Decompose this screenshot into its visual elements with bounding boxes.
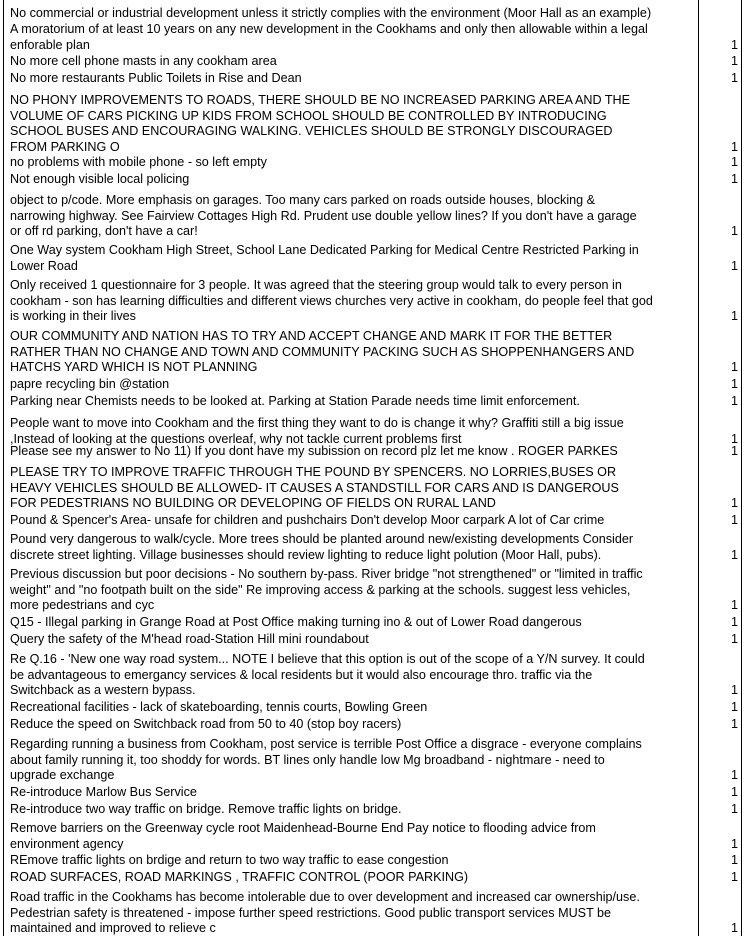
comment-text-line: Pound & Spencer's Area- unsafe for children and pushchairs Don't develop Moor carpark A lot of Car crime xyxy=(10,513,605,527)
comment-count: 1 xyxy=(730,683,738,698)
comment-text-line: FOR PEDESTRIANS NO BUILDING OR DEVELOPING OF FIELDS ON RURAL LAND xyxy=(10,496,496,511)
comment-row xyxy=(0,567,747,614)
comment-row xyxy=(0,394,747,410)
comment-count: 1 xyxy=(730,836,738,851)
comment-text-line: Not enough visible local policing xyxy=(10,172,190,186)
comment-text-line: maintained and improved to relieve c xyxy=(10,921,216,936)
comment-count: 1 xyxy=(730,513,738,527)
comment-text-line: object to p/code. More emphasis on garages. Too many cars parked on roads outside houses, blocking & xyxy=(10,193,596,207)
comment-count: 1 xyxy=(730,853,738,867)
comment-text-line: Re-introduce Marlow Bus Service xyxy=(10,785,197,799)
comment-row xyxy=(0,821,747,852)
comment-count: 1 xyxy=(730,496,738,511)
comment-count: 1 xyxy=(730,802,738,816)
comment-text-line: Pound very dangerous to walk/cycle. More trees should be planted around new/existing developments Consider xyxy=(10,532,634,546)
comment-text-line: Road traffic in the Cookhams has become intolerable due to over development and increased car ownership/use. xyxy=(10,890,640,904)
comment-count: 1 xyxy=(730,224,738,239)
comment-text-line: Re Q.16 - 'New one way road system... NOTE I believe that this option is out of the scope of a Y/N survey. It could xyxy=(10,652,645,666)
comment-count: 1 xyxy=(730,172,738,186)
comment-row xyxy=(0,243,747,274)
comment-text-line: or off rd parking, don't have a car! xyxy=(10,224,198,239)
comment-count: 1 xyxy=(730,71,738,85)
comment-row xyxy=(0,416,747,447)
comment-text-line: Re-introduce two way traffic on bridge. Remove traffic lights on bridge. xyxy=(10,802,402,816)
comment-count: 1 xyxy=(730,444,738,458)
comment-text-line: PLEASE TRY TO IMPROVE TRAFFIC THROUGH THE POUND BY SPENCERS. NO LORRIES,BUSES OR xyxy=(10,465,617,479)
comment-count: 1 xyxy=(730,309,738,324)
comment-row xyxy=(0,377,747,393)
comment-text-line: OUR COMMUNITY AND NATION HAS TO TRY AND ACCEPT CHANGE AND MARK IT FOR THE BETTER xyxy=(10,329,613,343)
comment-row xyxy=(0,513,747,529)
comment-text-line: no problems with mobile phone - so left empty xyxy=(10,155,267,169)
comment-text-line: Parking near Chemists needs to be looked at. Parking at Station Parade needs time limit enforcement. xyxy=(10,394,580,408)
comment-count: 1 xyxy=(730,768,738,783)
comment-text-line: discrete street lighting. Village businesses should review lighting to reduce light polution (Moor Hall, pubs). xyxy=(10,547,602,562)
comment-text-line: People want to move into Cookham and the first thing they want to do is change it why? Graffiti still a big issue xyxy=(10,416,624,430)
comment-text-line: papre recycling bin @station xyxy=(10,377,170,391)
comment-text-line: NO PHONY IMPROVEMENTS TO ROADS, THERE SHOULD BE NO INCREASED PARKING AREA AND THE xyxy=(10,93,631,107)
comment-count: 1 xyxy=(730,921,738,936)
comment-count: 1 xyxy=(730,598,738,613)
comment-row xyxy=(0,853,747,869)
comment-text-line: environment agency xyxy=(10,836,124,851)
comment-text-line: narrowing highway. See Fairview Cottages High Rd. Prudent use double yellow lines? If you don't have a garage xyxy=(10,208,637,223)
comment-count: 1 xyxy=(730,54,738,68)
comment-count: 1 xyxy=(730,431,738,446)
comment-text-line: weight" and "no footpath built on the side" Re improving access & parking at the schools. suggest less vehicles, xyxy=(10,582,631,597)
comment-text-line: No more cell phone masts in any cookham area xyxy=(10,54,277,68)
comment-row xyxy=(0,172,747,188)
comment-row xyxy=(0,700,747,716)
comment-text-line: Lower Road xyxy=(10,258,78,273)
comment-count: 1 xyxy=(730,258,738,273)
comment-text-line: Recreational facilities - lack of skateboarding, tennis courts, Bowling Green xyxy=(10,700,428,714)
comment-row xyxy=(0,532,747,563)
comment-row xyxy=(0,785,747,801)
comment-count: 1 xyxy=(730,632,738,646)
comment-row xyxy=(0,890,747,937)
comment-text-line: HATCHS YARD WHICH IS NOT PLANNING xyxy=(10,360,258,375)
comment-count: 1 xyxy=(730,155,738,169)
comment-text-line: more pedestrians and cyc xyxy=(10,598,155,613)
comment-row xyxy=(0,870,747,886)
comment-text-line: Previous discussion but poor decisions - No southern by-pass. River bridge "not strengthened" or "limited in traffic xyxy=(10,567,643,581)
comment-text-line: Q15 - Illegal parking in Grange Road at Post Office making turning ino & out of Lower Road dangerous xyxy=(10,615,582,629)
comment-text-line: cookham - son has learning difficulties and different views churches very active in cookham, do people feel that god xyxy=(10,293,653,308)
comment-text-line: A moratorium of at least 10 years on any new development in the Cookhams and only then allowable within a legal xyxy=(10,22,648,36)
comment-count: 1 xyxy=(730,394,738,408)
comment-text-line: is working in their lives xyxy=(10,309,136,324)
comment-count: 1 xyxy=(730,870,738,884)
comment-row xyxy=(0,329,747,376)
comment-count: 1 xyxy=(730,700,738,714)
comment-text-line: HEAVY VEHICLES SHOULD BE ALLOWED- IT CAUSES A STANDSTILL FOR CARS AND IS DANGEROUS xyxy=(10,480,619,495)
comment-text-line: ,Instead of looking at the questions overleaf, why not tackle current problems first xyxy=(10,431,462,446)
comment-row xyxy=(0,717,747,733)
comment-row xyxy=(0,6,747,22)
comment-text-line: be advantageous to emergancy services & local residents but it would also encourage thro. traffic via the xyxy=(10,667,593,682)
comment-text-line: No more restaurants Public Toilets in Rise and Dean xyxy=(10,71,302,85)
comment-row xyxy=(0,54,747,70)
comment-row xyxy=(0,465,747,512)
comment-row xyxy=(0,802,747,818)
comment-count: 1 xyxy=(730,615,738,629)
comment-count: 1 xyxy=(730,547,738,562)
comment-count: 1 xyxy=(730,139,738,154)
comment-text-line: RATHER THAN NO CHANGE AND TOWN AND COMMUNITY PACKING SUCH AS SHOPPENHANGERS AND xyxy=(10,344,635,359)
comment-text-line: Remove barriers on the Greenway cycle root Maidenhead-Bourne End Pay notice to flooding advice from xyxy=(10,821,596,835)
comment-text-line: about family running it, too shoddy for words. BT lines only handle low Mg broadband - nightmare - need to xyxy=(10,752,605,767)
comment-text-line: ROAD SURFACES, ROAD MARKINGS , TRAFFIC CONTROL (POOR PARKING) xyxy=(10,870,469,884)
comment-text-line: REmove traffic lights on brdige and return to two way traffic to ease congestion xyxy=(10,853,449,867)
comment-text-line: Switchback as a western bypass. xyxy=(10,683,196,698)
comment-text-line: One Way system Cookham High Street, School Lane Dedicated Parking for Medical Centre Restricted Parking in xyxy=(10,243,639,257)
comment-row xyxy=(0,93,747,155)
comment-row xyxy=(0,71,747,87)
comment-row xyxy=(0,193,747,240)
comment-text-line: upgrade exchange xyxy=(10,768,115,783)
comment-text-line: FROM PARKING O xyxy=(10,139,120,154)
comment-text-line: Pedestrian safety is threatened - impose further speed restrictions. Good public transport services MUST be xyxy=(10,905,612,920)
comment-row xyxy=(0,615,747,631)
comment-row xyxy=(0,737,747,784)
comment-text-line: SCHOOL BUSES AND ENCOURAGING WALKING. VEHICLES SHOULD BE STRONGLY DISCOURAGED xyxy=(10,124,613,139)
comment-text-line: Please see my answer to No 11) If you dont have my subission on record plz let me know . ROGER PARKES xyxy=(10,444,618,458)
comment-count: 1 xyxy=(730,360,738,375)
comment-text-line: Only received 1 questionnaire for 3 people. It was agreed that the steering group would talk to every person in xyxy=(10,278,622,292)
comment-count: 1 xyxy=(730,785,738,799)
comment-count: 1 xyxy=(730,37,738,52)
comment-row xyxy=(0,278,747,325)
comment-text-line: enforable plan xyxy=(10,37,90,52)
comment-text-line: No commercial or industrial development unless it strictly complies with the environment (Moor Hall as an example) xyxy=(10,6,652,20)
comment-text-line: Reduce the speed on Switchback road from 50 to 40 (stop boy racers) xyxy=(10,717,402,731)
comment-text-line: Query the safety of the M'head road-Station Hill mini roundabout xyxy=(10,632,369,646)
comment-count: 1 xyxy=(730,377,738,391)
comment-count: 1 xyxy=(730,717,738,731)
comment-row xyxy=(0,444,747,460)
comment-text-line: VOLUME OF CARS PICKING UP KIDS FROM SCHOOL SHOULD BE CONTROLLED BY INTRODUCING xyxy=(10,108,607,123)
comment-row xyxy=(0,22,747,53)
comment-row xyxy=(0,155,747,171)
comment-row xyxy=(0,652,747,699)
comment-row xyxy=(0,632,747,648)
comment-text-line: Regarding running a business from Cookham, post service is terrible Post Office a disgrace - everyone complains xyxy=(10,737,642,751)
